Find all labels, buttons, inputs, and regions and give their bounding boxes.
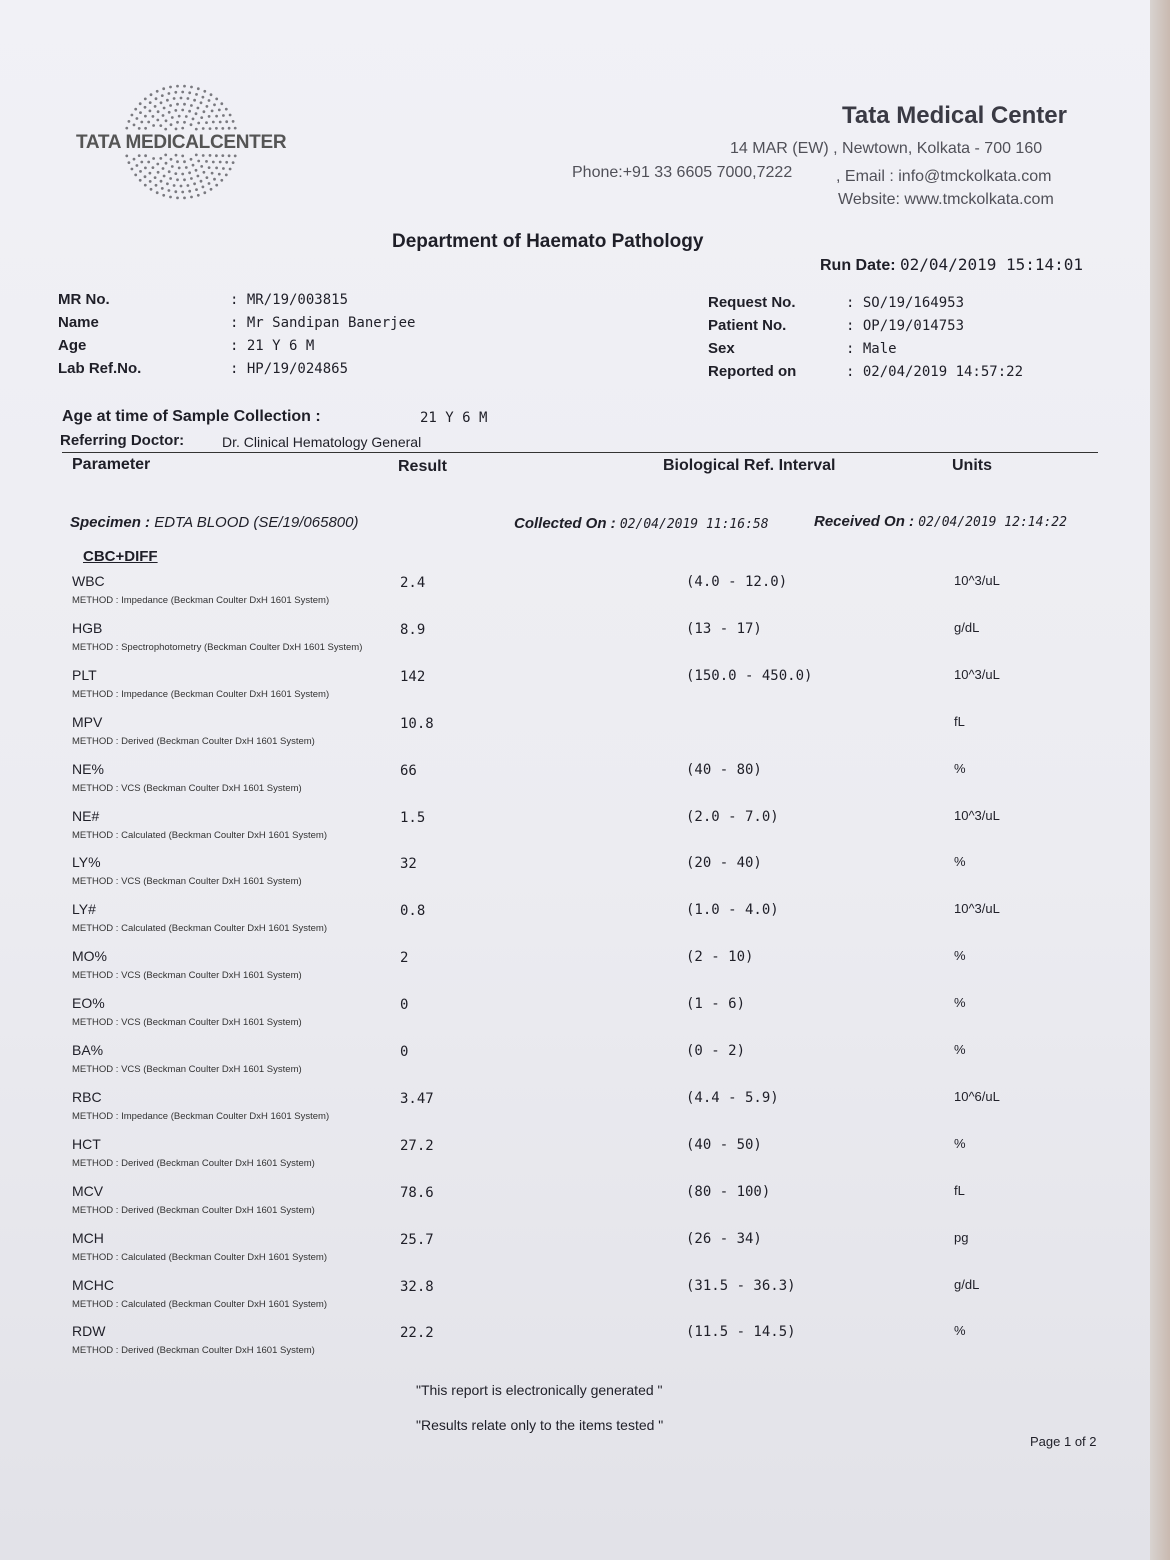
parameter-result: 25.7 [400,1232,434,1248]
parameter-name: NE# [72,808,100,824]
org-email: , Email : info@tmckolkata.com [836,168,1052,185]
footer-note-1: "This report is electronically generated " [416,1382,663,1398]
parameter-ref-interval: (2.0 - 7.0) [686,809,779,825]
col-parameter: Parameter [72,456,151,473]
footer-note-2: "Results relate only to the items tested " [416,1417,664,1433]
request-no-value: : SO/19/164953 [846,295,965,311]
specimen-label: Specimen : [70,514,151,531]
parameter-method: METHOD : Impedance (Beckman Coulter DxH 1601 System) [72,595,330,606]
parameter-result: 0 [400,997,409,1013]
age-value: : 21 Y 6 M [230,338,315,354]
name-value: : Mr Sandipan Banerjee [230,315,416,331]
parameter-result: 2.4 [400,575,426,591]
department-title: Department of Haemato Pathology [392,231,704,252]
reported-on-value: : 02/04/2019 14:57:22 [846,364,1024,380]
parameter-ref-interval: (11.5 - 14.5) [686,1324,796,1340]
parameter-result: 0.8 [400,903,426,919]
parameter-method: METHOD : Calculated (Beckman Coulter DxH 1601 System) [72,923,327,934]
parameter-method: METHOD : Spectrophotometry (Beckman Coulter DxH 1601 System) [72,642,363,653]
col-result: Result [398,458,447,475]
parameter-method: METHOD : Calculated (Beckman Coulter DxH 1601 System) [72,1299,327,1310]
parameter-unit: 10^3/uL [954,808,1000,823]
parameter-name: RDW [72,1323,106,1339]
parameter-unit: % [954,995,966,1010]
parameter-method: METHOD : VCS (Beckman Coulter DxH 1601 System) [72,783,302,794]
parameter-name: MCV [72,1183,104,1199]
col-interval: Biological Ref. Interval [663,457,836,474]
parameter-unit: 10^3/uL [954,901,1000,916]
parameter-method: METHOD : VCS (Beckman Coulter DxH 1601 System) [72,970,302,981]
parameter-ref-interval: (40 - 80) [686,762,762,778]
parameter-ref-interval: (80 - 100) [686,1184,771,1200]
org-phone: Phone:+91 33 6605 7000,7222 [572,164,793,181]
parameter-result: 142 [400,669,426,685]
parameter-name: LY% [72,854,101,870]
parameter-name: LY# [72,901,96,917]
collected-on [514,515,769,532]
run-date [820,255,1083,275]
parameter-ref-interval: (13 - 17) [686,621,762,637]
org-website: Website: www.tmckolkata.com [838,191,1054,208]
received-on-label: Received On : [814,513,915,530]
parameter-unit: 10^3/uL [954,667,1000,682]
parameter-ref-interval: (1 - 6) [686,996,746,1012]
page-number: Page 1 of 2 [1030,1434,1097,1449]
request-no-label: Request No. [708,294,796,311]
lab-ref-value: : HP/19/024865 [230,361,349,377]
parameter-result: 27.2 [400,1138,434,1154]
parameter-name: WBC [72,573,105,589]
parameter-ref-interval: (1.0 - 4.0) [686,902,779,918]
parameter-method: METHOD : Derived (Beckman Coulter DxH 1601 System) [72,1345,315,1356]
parameter-method: METHOD : Derived (Beckman Coulter DxH 1601 System) [72,736,315,747]
parameter-unit: fL [954,1183,965,1198]
parameter-method: METHOD : VCS (Beckman Coulter DxH 1601 System) [72,876,302,887]
parameter-ref-interval: (4.4 - 5.9) [686,1090,779,1106]
org-address: 14 MAR (EW) , Newtown, Kolkata - 700 160 [730,140,1043,157]
parameter-unit: % [954,1323,966,1338]
parameter-ref-interval: (4.0 - 12.0) [686,574,788,590]
parameter-unit: 10^6/uL [954,1089,1000,1104]
parameter-name: HGB [72,620,103,636]
collected-on-label: Collected On : [514,515,616,532]
parameter-name: BA% [72,1042,104,1058]
reported-on-label: Reported on [708,363,797,380]
age-label: Age [58,337,87,354]
patient-no-value: : OP/19/014753 [846,318,965,334]
parameter-result: 78.6 [400,1185,434,1201]
parameter-name: PLT [72,667,97,683]
parameter-result: 22.2 [400,1325,434,1341]
parameter-method: METHOD : VCS (Beckman Coulter DxH 1601 System) [72,1017,302,1028]
parameter-unit: % [954,948,966,963]
parameter-ref-interval: (26 - 34) [686,1231,762,1247]
parameter-name: EO% [72,995,105,1011]
parameter-result: 10.8 [400,716,434,732]
parameter-method: METHOD : Derived (Beckman Coulter DxH 1601 System) [72,1205,315,1216]
parameter-result: 2 [400,950,409,966]
parameter-name: RBC [72,1089,102,1105]
parameter-ref-interval: (40 - 50) [686,1137,762,1153]
parameter-method: METHOD : VCS (Beckman Coulter DxH 1601 System) [72,1064,302,1075]
sample-age-label: Age at time of Sample Collection : [62,408,321,425]
parameter-method: METHOD : Calculated (Beckman Coulter DxH 1601 System) [72,830,327,841]
parameter-result: 0 [400,1044,409,1060]
parameter-unit: 10^3/uL [954,573,1000,588]
section-title: CBC+DIFF [83,548,158,565]
parameter-unit: fL [954,714,965,729]
parameter-method: METHOD : Impedance (Beckman Coulter DxH 1601 System) [72,1111,330,1122]
parameter-unit: g/dL [954,620,980,635]
parameter-name: MCHC [72,1277,114,1293]
org-name: Tata Medical Center [842,102,1067,129]
background-edge [1150,0,1170,1560]
referring-doctor-label: Referring Doctor: [60,432,185,449]
parameter-unit: % [954,1136,966,1151]
parameter-method: METHOD : Calculated (Beckman Coulter DxH 1601 System) [72,1252,327,1263]
parameter-method: METHOD : Impedance (Beckman Coulter DxH 1601 System) [72,689,330,700]
sex-label: Sex [708,340,735,357]
parameter-name: MPV [72,714,103,730]
parameter-result: 66 [400,763,417,779]
name-label: Name [58,314,99,331]
parameter-name: MO% [72,948,107,964]
patient-no-label: Patient No. [708,317,787,334]
parameter-result: 8.9 [400,622,426,638]
received-on-value: 02/04/2019 12:14:22 [918,515,1067,530]
specimen-value: EDTA BLOOD (SE/19/065800) [154,514,359,531]
parameter-unit: g/dL [954,1277,980,1292]
parameter-ref-interval: (0 - 2) [686,1043,746,1059]
parameter-unit: pg [954,1230,969,1245]
parameter-result: 32.8 [400,1279,434,1295]
parameter-ref-interval: (150.0 - 450.0) [686,668,813,684]
logo-text: TATA MEDICALCENTER [76,132,287,153]
parameter-ref-interval: (20 - 40) [686,855,762,871]
parameter-ref-interval: (2 - 10) [686,949,754,965]
specimen [70,514,358,531]
mr-no-label: MR No. [58,291,110,308]
collected-on-value: 02/04/2019 11:16:58 [619,517,769,532]
run-date-label: Run Date: [820,257,896,274]
run-date-value: 02/04/2019 15:14:01 [900,255,1084,274]
mr-no-value: : MR/19/003815 [230,292,349,308]
parameter-unit: % [954,1042,966,1057]
received-on [814,513,1067,530]
referring-doctor-value: Dr. Clinical Hematology General [222,434,422,450]
header-divider [62,452,1098,453]
lab-ref-label: Lab Ref.No. [58,360,142,377]
parameter-name: NE% [72,761,104,777]
parameter-unit: % [954,854,966,869]
parameter-ref-interval: (31.5 - 36.3) [686,1278,796,1294]
col-units: Units [952,457,992,474]
parameter-method: METHOD : Derived (Beckman Coulter DxH 1601 System) [72,1158,315,1169]
parameter-unit: % [954,761,966,776]
sex-value: : Male [846,341,897,357]
parameter-result: 1.5 [400,810,426,826]
parameter-name: MCH [72,1230,104,1246]
parameter-result: 32 [400,856,417,872]
parameter-result: 3.47 [400,1091,434,1107]
sample-age-value: 21 Y 6 M [420,410,488,426]
parameter-name: HCT [72,1136,101,1152]
